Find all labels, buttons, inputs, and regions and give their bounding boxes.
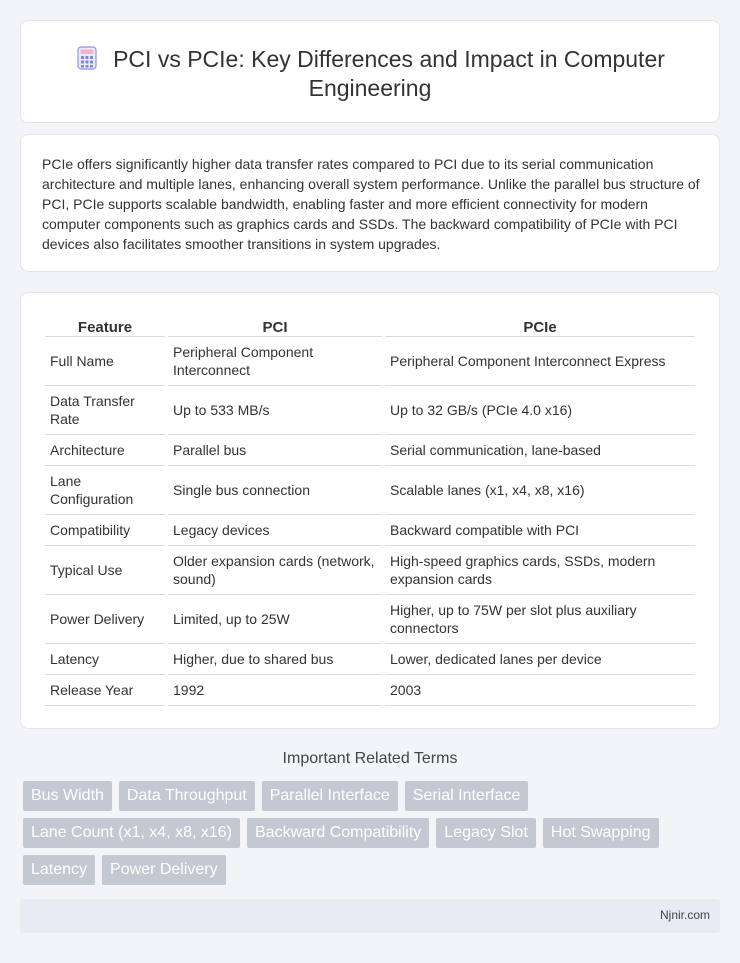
pci-cell: Single bus connection xyxy=(168,466,382,515)
term-tag[interactable]: Latency xyxy=(23,855,95,885)
feature-cell: Compatibility xyxy=(45,515,165,546)
term-tag[interactable]: Serial Interface xyxy=(405,781,529,811)
pci-cell: Parallel bus xyxy=(168,435,382,466)
feature-cell: Lane Configuration xyxy=(45,466,165,515)
feature-cell: Typical Use xyxy=(45,546,165,595)
feature-cell: Data Transfer Rate xyxy=(45,386,165,435)
pcie-cell: Lower, dedicated lanes per device xyxy=(385,644,695,675)
summary-card xyxy=(20,134,720,272)
comparison-table xyxy=(42,310,698,706)
feature-cell: Architecture xyxy=(45,435,165,466)
pci-cell: Older expansion cards (network, sound) xyxy=(168,546,382,595)
pcie-cell: Serial communication, lane-based xyxy=(385,435,695,466)
pcie-cell: Higher, up to 75W per slot plus auxiliary connectors xyxy=(385,595,695,644)
table-row xyxy=(45,644,695,675)
pcie-cell: Backward compatible with PCI xyxy=(385,515,695,546)
table-row xyxy=(45,595,695,644)
term-tag[interactable]: Parallel Interface xyxy=(262,781,398,811)
table-row xyxy=(45,386,695,435)
table-header-row xyxy=(45,310,695,337)
calculator-icon xyxy=(75,46,99,70)
pcie-cell: 2003 xyxy=(385,675,695,706)
feature-cell: Full Name xyxy=(45,337,165,386)
footer xyxy=(20,899,720,933)
table-row xyxy=(45,675,695,706)
term-tag[interactable]: Hot Swapping xyxy=(543,818,659,848)
table-row xyxy=(45,546,695,595)
page-title-block xyxy=(21,45,719,103)
term-tag[interactable]: Legacy Slot xyxy=(436,818,536,848)
term-tag[interactable]: Lane Count (x1, x4, x8, x16) xyxy=(23,818,240,848)
summary-paragraph: PCIe offers significantly higher data transfer rates compared to PCI due to its serial communication architecture and multiple lanes, enhancing overall system performance. Unlike the parallel bus structure of PCI, PCIe supports scalable bandwidth, enabling faster and more efficient connectivity for modern computer components such as graphics cards and SSDs. The backward compatibility of PCIe with PCI devices also facilitates smoother transitions in system upgrades. xyxy=(42,156,700,252)
pcie-cell: High-speed graphics cards, SSDs, modern expansion cards xyxy=(385,546,695,595)
table-row xyxy=(45,515,695,546)
term-tag[interactable]: Data Throughput xyxy=(119,781,255,811)
header-feature: Feature xyxy=(45,310,165,337)
pcie-cell: Up to 32 GB/s (PCIe 4.0 x16) xyxy=(385,386,695,435)
feature-cell: Release Year xyxy=(45,675,165,706)
pcie-cell: Scalable lanes (x1, x4, x8, x16) xyxy=(385,466,695,515)
related-terms-title: Important Related Terms xyxy=(282,750,458,767)
page-title: PCI vs PCIe: Key Differences and Impact in Computer Engineering xyxy=(113,46,665,101)
table-row xyxy=(45,435,695,466)
pci-cell: Higher, due to shared bus xyxy=(168,644,382,675)
table-row xyxy=(45,337,695,386)
pci-cell: Peripheral Component Interconnect xyxy=(168,337,382,386)
term-tag[interactable]: Bus Width xyxy=(23,781,112,811)
footer-site[interactable]: Njnir.com xyxy=(659,908,710,922)
term-row xyxy=(23,855,723,892)
feature-cell: Power Delivery xyxy=(45,595,165,644)
term-tag[interactable]: Power Delivery xyxy=(102,855,226,885)
comparison-table-card xyxy=(20,292,720,729)
title-card xyxy=(20,20,720,123)
pci-cell: Up to 533 MB/s xyxy=(168,386,382,435)
header-pci: PCI xyxy=(168,310,382,337)
pci-cell: 1992 xyxy=(168,675,382,706)
header-pcie: PCIe xyxy=(385,310,695,337)
related-terms xyxy=(23,781,723,892)
term-row xyxy=(23,781,723,818)
term-tag[interactable]: Backward Compatibility xyxy=(247,818,429,848)
pci-cell: Limited, up to 25W xyxy=(168,595,382,644)
table-row xyxy=(45,466,695,515)
term-row xyxy=(23,818,723,855)
feature-cell: Latency xyxy=(45,644,165,675)
pcie-cell: Peripheral Component Interconnect Express xyxy=(385,337,695,386)
pci-cell: Legacy devices xyxy=(168,515,382,546)
